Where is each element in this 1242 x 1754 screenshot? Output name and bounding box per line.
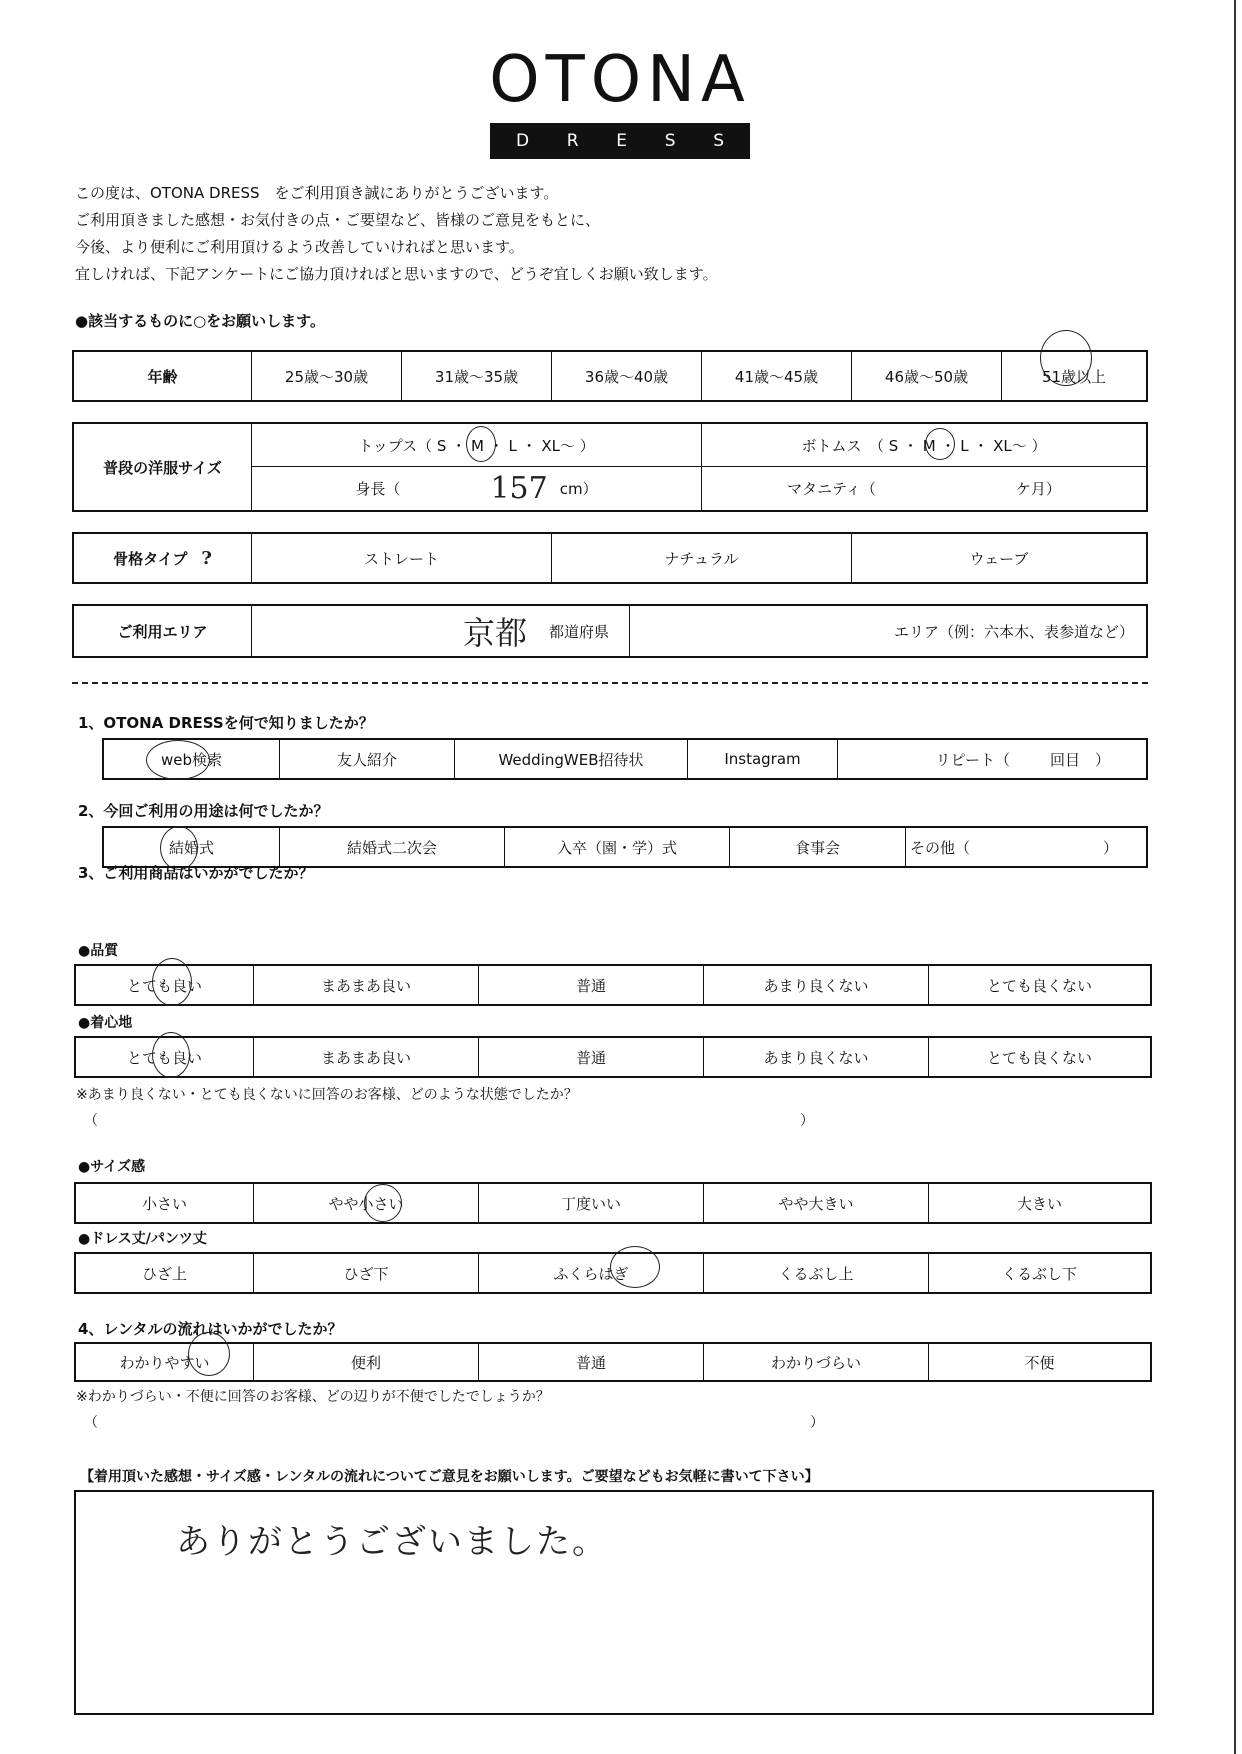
comment-title: 【着用頂いた感想・サイズ感・レンタルの流れについてご意見をお願いします。ご要望などもお気軽に書いて下さい】: [80, 1469, 819, 1485]
frame-option[interactable]: ナチュラル: [552, 534, 852, 582]
q4-options-table: [74, 1342, 1152, 1382]
comfort-option[interactable]: まあまあ良い: [254, 1038, 479, 1076]
q3-note-open: （: [84, 1113, 98, 1129]
q1-repeat-count: 回目 ）: [1049, 750, 1110, 769]
q1-options-table: [102, 738, 1148, 780]
fit-option[interactable]: やや大きい: [704, 1184, 929, 1222]
quality-option[interactable]: 普通: [479, 966, 704, 1004]
intro-line: 宜しければ、下記アンケートにご協力頂ければと思いますので、どうぞ宜しくお願い致します。: [75, 265, 718, 283]
frame-type-label-text: 骨格タイプ: [113, 549, 188, 568]
length-label: ●ドレス丈/パンツ丈: [78, 1231, 207, 1247]
q2-option[interactable]: 入卒（園・学）式: [505, 828, 730, 866]
quality-option[interactable]: あまり良くない: [704, 966, 929, 1004]
fit-table: [74, 1182, 1152, 1224]
age-option[interactable]: 46歳～50歳: [852, 352, 1002, 400]
fit-label: ●サイズ感: [78, 1159, 146, 1175]
fit-option[interactable]: 大きい: [1016, 1194, 1062, 1213]
age-option-selected[interactable]: 51歳以上: [1041, 367, 1107, 386]
size-label: 普段の洋服サイズ: [74, 424, 252, 510]
brand-logo-word: OTONA: [489, 43, 751, 117]
comment-box[interactable]: [74, 1490, 1154, 1715]
age-table: [72, 350, 1148, 402]
fit-option-selected[interactable]: やや小さい: [254, 1184, 479, 1222]
selection-circle: [925, 428, 955, 460]
logo-letter: S: [664, 131, 676, 151]
length-option[interactable]: ひざ下: [254, 1254, 479, 1292]
selection-circle: [152, 1032, 190, 1078]
q2-option[interactable]: 食事会: [730, 828, 906, 866]
selection-circle: [364, 1184, 402, 1222]
q4-note: ※わかりづらい・不便に回答のお客様、どの辺りが不便でしたでしょうか？: [76, 1389, 550, 1405]
prefecture-field[interactable]: [252, 606, 630, 656]
quality-option-selected[interactable]: とても良い: [76, 966, 254, 1004]
comfort-option[interactable]: 普通: [479, 1038, 704, 1076]
comfort-option-selected[interactable]: とても良い: [76, 1038, 254, 1076]
q4-option-selected[interactable]: わかりやすい: [76, 1344, 254, 1380]
q2-other-close: ）: [1102, 838, 1118, 857]
comment-text: ありがとうございました。: [176, 1522, 608, 1562]
height-label: 身長（: [355, 480, 401, 498]
length-option[interactable]: ひざ上: [76, 1254, 254, 1292]
q2-option-selected[interactable]: 結婚式: [104, 828, 280, 866]
applicable-note: ●該当するものに○をお願いします。: [75, 312, 325, 330]
brand-logo-bar: [490, 123, 750, 159]
quality-option[interactable]: まあまあ良い: [254, 966, 479, 1004]
length-option[interactable]: くるぶし下: [1001, 1264, 1077, 1283]
section-divider: [72, 682, 1148, 684]
comfort-label: ●着心地: [78, 1015, 133, 1031]
comfort-option[interactable]: あまり良くない: [704, 1038, 929, 1076]
q2-other-label: その他（: [910, 838, 971, 857]
height-unit: cm）: [559, 480, 598, 498]
tops-size-options[interactable]: トップス（ S ・ M ・ L ・ XL～ ）: [252, 424, 702, 467]
logo-letter: R: [566, 131, 579, 151]
q2-other-field[interactable]: [906, 828, 1146, 866]
quality-option[interactable]: とても良くない: [986, 976, 1092, 995]
selection-circle: [146, 740, 210, 780]
scan-edge-line: [1234, 0, 1242, 1754]
maternity-field[interactable]: [702, 467, 1146, 510]
intro-line: 今後、より便利にご利用頂けるよう改善していければと思います。: [75, 238, 524, 256]
q4-option[interactable]: わかりづらい: [704, 1344, 929, 1380]
fit-option[interactable]: 小さい: [76, 1184, 254, 1222]
fit-option[interactable]: 丁度いい: [479, 1184, 704, 1222]
q1-option[interactable]: リピート（: [935, 750, 1010, 769]
logo-letter: S: [713, 131, 724, 151]
age-option[interactable]: 31歳～35歳: [402, 352, 552, 400]
q1-option-selected[interactable]: web検索: [104, 740, 280, 778]
selection-circle: [152, 958, 192, 1006]
q4-note-open: （: [84, 1415, 98, 1431]
q3-note: ※あまり良くない・とても良くないに回答のお客様、どのような状態でしたか？: [76, 1087, 578, 1103]
frame-type-table: [72, 532, 1148, 584]
selection-circle: [1040, 330, 1092, 386]
q3-title: 3、ご利用商品はいかがでしたか？: [78, 864, 314, 882]
q2-title: 2、今回ご利用の用途は何でしたか？: [78, 802, 329, 820]
q4-option[interactable]: 不便: [1024, 1353, 1055, 1372]
quality-table: [74, 964, 1152, 1006]
q4-note-close: ）: [810, 1415, 824, 1431]
clothing-size-table: [72, 422, 1148, 512]
age-label: 年齢: [74, 352, 252, 400]
frame-type-label: [74, 534, 252, 582]
maternity-label: マタニティ（: [787, 480, 876, 498]
q3-note-close: ）: [800, 1113, 814, 1129]
logo-letter: D: [516, 131, 530, 151]
q1-option[interactable]: WeddingWEB招待状: [455, 740, 688, 778]
frame-option[interactable]: ストレート: [252, 534, 552, 582]
q4-option[interactable]: 普通: [479, 1344, 704, 1380]
logo-letter: E: [616, 131, 628, 151]
q4-title: 4、レンタルの流れはいかがでしたか？: [78, 1320, 343, 1338]
frame-option[interactable]: ウェーブ: [969, 549, 1029, 568]
q1-option[interactable]: 友人紹介: [280, 740, 455, 778]
comfort-option[interactable]: とても良くない: [986, 1048, 1092, 1067]
quality-label: ●品質: [78, 943, 119, 959]
area-label: ご利用エリア: [74, 606, 252, 656]
selection-circle: [610, 1246, 660, 1288]
q4-option[interactable]: 便利: [254, 1344, 479, 1380]
selection-circle: [466, 426, 496, 462]
intro-text: [75, 180, 718, 288]
q1-option[interactable]: Instagram: [688, 740, 838, 778]
age-option[interactable]: 25歳～30歳: [252, 352, 402, 400]
area-table: [72, 604, 1148, 658]
age-option[interactable]: 36歳～40歳: [552, 352, 702, 400]
area-example-label: エリア（例：六本木、表参道など）: [893, 622, 1134, 641]
selection-circle: [188, 1332, 230, 1376]
bottoms-size-options[interactable]: ボトムス （ S ・ M ・ L ・ XL～ ）: [702, 424, 1146, 467]
comfort-table: [74, 1036, 1152, 1078]
intro-line: ご利用頂きました感想・お気付きの点・ご要望など、皆様のご意見をもとに、: [75, 211, 601, 229]
prefecture-label: 都道府県: [548, 622, 609, 641]
q2-option[interactable]: 結婚式二次会: [280, 828, 505, 866]
length-option[interactable]: くるぶし上: [704, 1254, 929, 1292]
height-field[interactable]: [252, 467, 702, 510]
handwritten-question-mark: ?: [201, 547, 212, 569]
area-field[interactable]: [630, 606, 1146, 656]
length-option-selected[interactable]: ふくらはぎ: [479, 1254, 704, 1292]
age-option[interactable]: 41歳～45歳: [702, 352, 852, 400]
q1-title: 1、OTONA DRESSを何で知りましたか？: [78, 714, 374, 732]
intro-line: この度は、OTONA DRESS をご利用頂き誠にありがとうございます。: [75, 184, 559, 202]
maternity-unit: ケ月）: [1015, 480, 1061, 498]
prefecture-value: 京都: [462, 614, 527, 652]
height-value: 157: [490, 471, 548, 506]
